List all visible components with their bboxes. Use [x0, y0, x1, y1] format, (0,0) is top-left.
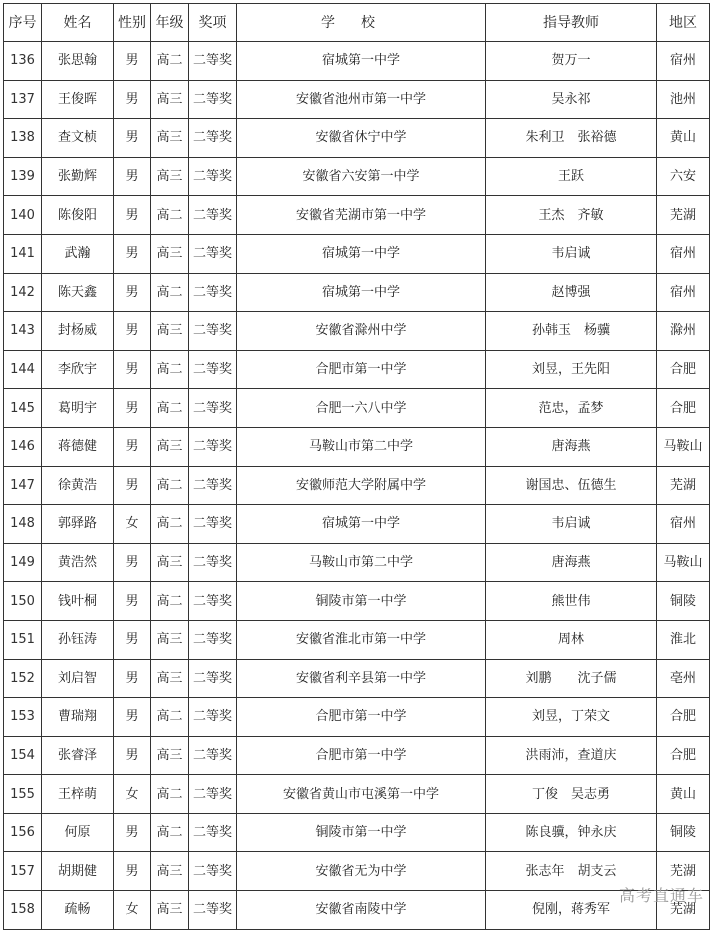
cell-name: 孙钰涛 — [42, 620, 114, 659]
cell-teacher: 朱利卫 张裕德 — [486, 119, 657, 158]
cell-grade: 高二 — [151, 698, 189, 737]
cell-award: 二等奖 — [189, 852, 237, 891]
table-body — [4, 42, 710, 930]
cell-award: 二等奖 — [189, 157, 237, 196]
cell-gender: 男 — [114, 698, 151, 737]
cell-award: 二等奖 — [189, 582, 237, 621]
cell-award: 二等奖 — [189, 312, 237, 351]
cell-grade: 高三 — [151, 736, 189, 775]
cell-name: 王梓萌 — [42, 775, 114, 814]
cell-name: 葛明宇 — [42, 389, 114, 428]
cell-grade: 高二 — [151, 466, 189, 505]
cell-index: 138 — [4, 119, 42, 158]
cell-gender: 男 — [114, 119, 151, 158]
table-row — [4, 852, 710, 891]
header-award: 奖项 — [189, 4, 237, 42]
cell-school: 宿城第一中学 — [237, 273, 486, 312]
watermark-text: 高考直通车 — [618, 886, 704, 905]
table-row — [4, 427, 710, 466]
cell-grade: 高二 — [151, 505, 189, 544]
cell-gender: 女 — [114, 891, 151, 930]
cell-teacher: 赵博强 — [486, 273, 657, 312]
cell-grade: 高三 — [151, 620, 189, 659]
cell-name: 疏畅 — [42, 891, 114, 930]
cell-teacher: 陈良骥，钟永庆 — [486, 813, 657, 852]
table-row — [4, 659, 710, 698]
cell-award: 二等奖 — [189, 427, 237, 466]
cell-teacher: 刘鹏 沈子儒 — [486, 659, 657, 698]
cell-school: 安徽师范大学附属中学 — [237, 466, 486, 505]
header-name: 姓名 — [42, 4, 114, 42]
cell-gender: 男 — [114, 852, 151, 891]
cell-award: 二等奖 — [189, 698, 237, 737]
table-row — [4, 698, 710, 737]
cell-award: 二等奖 — [189, 42, 237, 81]
cell-teacher: 洪雨沛，查道庆 — [486, 736, 657, 775]
cell-index: 154 — [4, 736, 42, 775]
cell-name: 何原 — [42, 813, 114, 852]
cell-index: 151 — [4, 620, 42, 659]
cell-gender: 男 — [114, 196, 151, 235]
cell-teacher: 韦启诚 — [486, 234, 657, 273]
cell-index: 155 — [4, 775, 42, 814]
cell-region: 亳州 — [657, 659, 710, 698]
cell-teacher: 刘昱，王先阳 — [486, 350, 657, 389]
table-row — [4, 273, 710, 312]
cell-gender: 男 — [114, 80, 151, 119]
cell-grade: 高二 — [151, 350, 189, 389]
table-row — [4, 119, 710, 158]
header-school: 学校 — [237, 4, 486, 42]
cell-gender: 男 — [114, 234, 151, 273]
cell-name: 张睿泽 — [42, 736, 114, 775]
cell-school: 安徽省南陵中学 — [237, 891, 486, 930]
cell-index: 140 — [4, 196, 42, 235]
cell-gender: 男 — [114, 813, 151, 852]
cell-grade: 高三 — [151, 659, 189, 698]
cell-teacher: 张志年 胡支云 — [486, 852, 657, 891]
cell-region: 黄山 — [657, 119, 710, 158]
table-header — [4, 4, 710, 42]
cell-name: 陈俊阳 — [42, 196, 114, 235]
cell-school: 宿城第一中学 — [237, 234, 486, 273]
cell-region: 铜陵 — [657, 813, 710, 852]
table-row — [4, 736, 710, 775]
cell-grade: 高三 — [151, 312, 189, 351]
cell-index: 148 — [4, 505, 42, 544]
cell-gender: 男 — [114, 157, 151, 196]
header-teacher: 指导教师 — [486, 4, 657, 42]
cell-region: 宿州 — [657, 505, 710, 544]
cell-award: 二等奖 — [189, 466, 237, 505]
table-row — [4, 466, 710, 505]
cell-name: 查文桢 — [42, 119, 114, 158]
table-row — [4, 350, 710, 389]
cell-school: 安徽省休宁中学 — [237, 119, 486, 158]
cell-region: 黄山 — [657, 775, 710, 814]
cell-grade: 高三 — [151, 234, 189, 273]
table-row — [4, 775, 710, 814]
cell-grade: 高三 — [151, 543, 189, 582]
cell-teacher: 刘昱，丁荣文 — [486, 698, 657, 737]
cell-region: 合肥 — [657, 698, 710, 737]
cell-grade: 高三 — [151, 119, 189, 158]
table-row — [4, 42, 710, 81]
cell-grade: 高三 — [151, 852, 189, 891]
cell-grade: 高二 — [151, 389, 189, 428]
cell-award: 二等奖 — [189, 659, 237, 698]
cell-region: 宿州 — [657, 42, 710, 81]
cell-name: 陈天鑫 — [42, 273, 114, 312]
cell-award: 二等奖 — [189, 775, 237, 814]
cell-index: 145 — [4, 389, 42, 428]
cell-grade: 高二 — [151, 273, 189, 312]
cell-index: 157 — [4, 852, 42, 891]
cell-index: 137 — [4, 80, 42, 119]
cell-gender: 男 — [114, 389, 151, 428]
cell-school: 安徽省池州市第一中学 — [237, 80, 486, 119]
cell-teacher: 吴永祁 — [486, 80, 657, 119]
cell-award: 二等奖 — [189, 196, 237, 235]
cell-index: 136 — [4, 42, 42, 81]
cell-region: 宿州 — [657, 234, 710, 273]
cell-grade: 高二 — [151, 582, 189, 621]
cell-index: 147 — [4, 466, 42, 505]
table-row — [4, 80, 710, 119]
cell-region: 芜湖 — [657, 196, 710, 235]
cell-gender: 男 — [114, 312, 151, 351]
cell-grade: 高三 — [151, 891, 189, 930]
cell-gender: 男 — [114, 543, 151, 582]
cell-region: 合肥 — [657, 389, 710, 428]
cell-teacher: 唐海燕 — [486, 543, 657, 582]
cell-teacher: 周林 — [486, 620, 657, 659]
cell-award: 二等奖 — [189, 736, 237, 775]
cell-region: 马鞍山 — [657, 543, 710, 582]
cell-name: 黄浩然 — [42, 543, 114, 582]
cell-award: 二等奖 — [189, 505, 237, 544]
cell-index: 156 — [4, 813, 42, 852]
cell-region: 池州 — [657, 80, 710, 119]
table-row — [4, 813, 710, 852]
cell-school: 合肥市第一中学 — [237, 350, 486, 389]
cell-index: 141 — [4, 234, 42, 273]
cell-index: 150 — [4, 582, 42, 621]
table-row — [4, 582, 710, 621]
awards-table — [3, 3, 710, 930]
cell-teacher: 唐海燕 — [486, 427, 657, 466]
cell-gender: 女 — [114, 775, 151, 814]
table-row — [4, 543, 710, 582]
cell-index: 142 — [4, 273, 42, 312]
cell-region: 六安 — [657, 157, 710, 196]
cell-grade: 高二 — [151, 196, 189, 235]
cell-teacher: 范忠，孟梦 — [486, 389, 657, 428]
cell-grade: 高三 — [151, 427, 189, 466]
cell-award: 二等奖 — [189, 543, 237, 582]
table-row — [4, 891, 710, 930]
cell-index: 158 — [4, 891, 42, 930]
cell-grade: 高三 — [151, 157, 189, 196]
cell-gender: 男 — [114, 273, 151, 312]
cell-region: 合肥 — [657, 350, 710, 389]
cell-name: 钱叶桐 — [42, 582, 114, 621]
header-grade: 年级 — [151, 4, 189, 42]
table-row — [4, 389, 710, 428]
cell-region: 合肥 — [657, 736, 710, 775]
cell-gender: 男 — [114, 466, 151, 505]
cell-name: 蒋德健 — [42, 427, 114, 466]
cell-name: 张勤辉 — [42, 157, 114, 196]
cell-region: 芜湖 — [657, 466, 710, 505]
cell-school: 铜陵市第一中学 — [237, 582, 486, 621]
cell-school: 安徽省无为中学 — [237, 852, 486, 891]
cell-school: 安徽省利辛县第一中学 — [237, 659, 486, 698]
table-row — [4, 196, 710, 235]
header-region: 地区 — [657, 4, 710, 42]
cell-index: 146 — [4, 427, 42, 466]
cell-name: 郭驿路 — [42, 505, 114, 544]
cell-school: 宿城第一中学 — [237, 42, 486, 81]
header-gender: 性别 — [114, 4, 151, 42]
cell-teacher: 倪刚，蒋秀军 — [486, 891, 657, 930]
cell-school: 安徽省滁州中学 — [237, 312, 486, 351]
cell-name: 曹瑞翔 — [42, 698, 114, 737]
cell-region: 铜陵 — [657, 582, 710, 621]
cell-name: 李欣宇 — [42, 350, 114, 389]
cell-index: 143 — [4, 312, 42, 351]
cell-gender: 男 — [114, 620, 151, 659]
cell-teacher: 丁俊 吴志勇 — [486, 775, 657, 814]
cell-teacher: 韦启诚 — [486, 505, 657, 544]
cell-gender: 男 — [114, 42, 151, 81]
cell-gender: 男 — [114, 736, 151, 775]
cell-grade: 高三 — [151, 80, 189, 119]
cell-index: 152 — [4, 659, 42, 698]
cell-name: 胡期健 — [42, 852, 114, 891]
cell-gender: 男 — [114, 582, 151, 621]
table-row — [4, 157, 710, 196]
cell-school: 合肥市第一中学 — [237, 736, 486, 775]
cell-school: 铜陵市第一中学 — [237, 813, 486, 852]
cell-award: 二等奖 — [189, 350, 237, 389]
cell-name: 徐黄浩 — [42, 466, 114, 505]
cell-school: 安徽省芜湖市第一中学 — [237, 196, 486, 235]
cell-index: 153 — [4, 698, 42, 737]
cell-school: 合肥市第一中学 — [237, 698, 486, 737]
header-index: 序号 — [4, 4, 42, 42]
cell-teacher: 王跃 — [486, 157, 657, 196]
table-row — [4, 234, 710, 273]
cell-grade: 高二 — [151, 813, 189, 852]
cell-region: 淮北 — [657, 620, 710, 659]
cell-region: 芜湖 — [657, 852, 710, 891]
table-row — [4, 505, 710, 544]
cell-award: 二等奖 — [189, 813, 237, 852]
cell-school: 安徽省淮北市第一中学 — [237, 620, 486, 659]
table-row — [4, 620, 710, 659]
cell-index: 144 — [4, 350, 42, 389]
cell-award: 二等奖 — [189, 389, 237, 428]
cell-school: 安徽省六安第一中学 — [237, 157, 486, 196]
cell-teacher: 谢国忠、伍德生 — [486, 466, 657, 505]
cell-gender: 男 — [114, 427, 151, 466]
cell-teacher: 熊世伟 — [486, 582, 657, 621]
cell-award: 二等奖 — [189, 119, 237, 158]
header-row — [4, 4, 710, 42]
cell-region: 宿州 — [657, 273, 710, 312]
cell-region: 滁州 — [657, 312, 710, 351]
cell-school: 马鞍山市第二中学 — [237, 543, 486, 582]
cell-region: 芜湖 — [657, 891, 710, 930]
cell-gender: 男 — [114, 350, 151, 389]
cell-grade: 高二 — [151, 42, 189, 81]
cell-gender: 男 — [114, 659, 151, 698]
cell-teacher: 孙韩玉 杨骥 — [486, 312, 657, 351]
cell-teacher: 王杰 齐敏 — [486, 196, 657, 235]
cell-teacher: 贺万一 — [486, 42, 657, 81]
cell-award: 二等奖 — [189, 273, 237, 312]
cell-award: 二等奖 — [189, 620, 237, 659]
cell-index: 139 — [4, 157, 42, 196]
cell-name: 王俊晖 — [42, 80, 114, 119]
cell-name: 武瀚 — [42, 234, 114, 273]
cell-name: 刘启智 — [42, 659, 114, 698]
cell-grade: 高二 — [151, 775, 189, 814]
cell-school: 安徽省黄山市屯溪第一中学 — [237, 775, 486, 814]
cell-award: 二等奖 — [189, 234, 237, 273]
cell-region: 马鞍山 — [657, 427, 710, 466]
cell-name: 封杨威 — [42, 312, 114, 351]
cell-name: 张思翰 — [42, 42, 114, 81]
cell-gender: 女 — [114, 505, 151, 544]
cell-school: 合肥一六八中学 — [237, 389, 486, 428]
cell-award: 二等奖 — [189, 80, 237, 119]
cell-school: 宿城第一中学 — [237, 505, 486, 544]
cell-index: 149 — [4, 543, 42, 582]
cell-school: 马鞍山市第二中学 — [237, 427, 486, 466]
cell-award: 二等奖 — [189, 891, 237, 930]
table-row — [4, 312, 710, 351]
